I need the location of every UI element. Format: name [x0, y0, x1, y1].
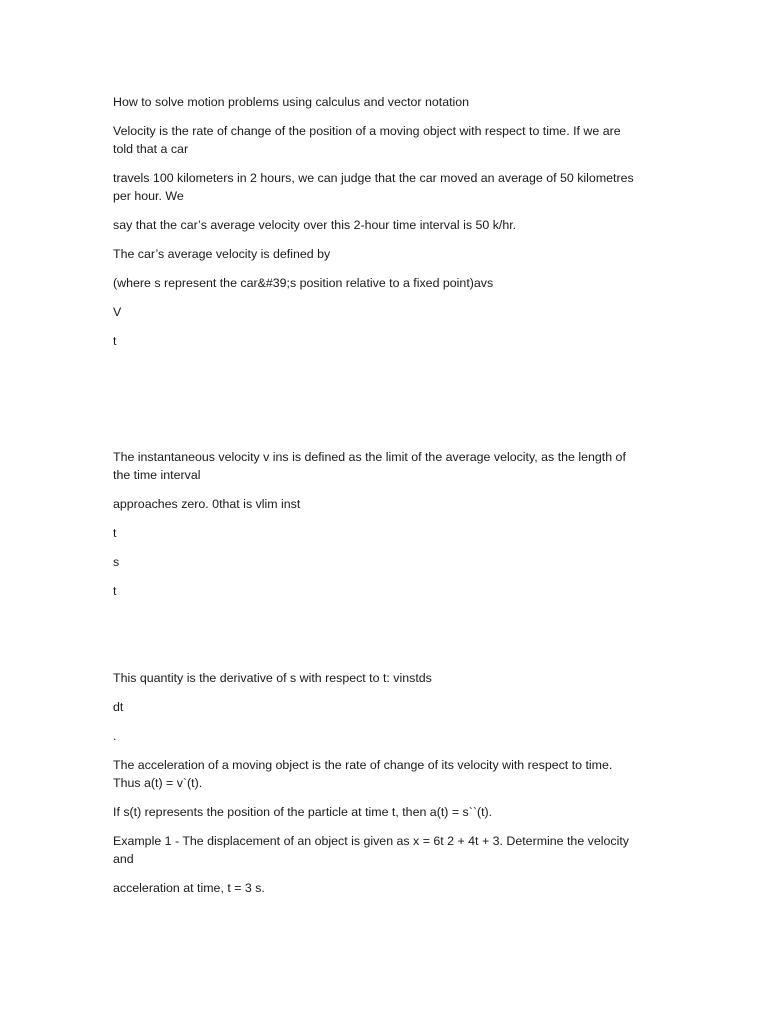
formula-fragment [113, 611, 643, 629]
formula-fragment [113, 361, 643, 379]
formula-fragment [113, 419, 643, 437]
document-title: How to solve motion problems using calculus and vector notation [113, 95, 470, 109]
formula-fragment: dt [113, 700, 124, 714]
formula-fragment [113, 640, 643, 658]
paragraph: The car’s average velocity is defined by [113, 247, 331, 261]
paragraph: If s(t) represents the position of the particle at time t, then a(t) = s``(t). [113, 805, 493, 819]
formula-fragment: V [113, 305, 122, 319]
paragraph: say that the car’s average velocity over this 2-hour time interval is 50 k/hr. [113, 218, 517, 232]
formula-fragment: . [113, 729, 117, 743]
formula-fragment: s [113, 555, 120, 569]
formula-fragment: t [113, 584, 117, 598]
paragraph: Velocity is the rate of change of the position of a moving object with respect to time. If we are told that a car [113, 124, 621, 156]
paragraph: approaches zero. 0that is vlim inst [113, 497, 301, 511]
paragraph: travels 100 kilometers in 2 hours, we can judge that the car moved an average of 50 kilometres per hour. We [113, 171, 634, 203]
formula-fragment: t [113, 526, 117, 540]
paragraph: (where s represent the car&#39;s position relative to a fixed point)avs [113, 276, 494, 290]
paragraph: The acceleration of a moving object is the rate of change of its velocity with respect to time. Thus a(t) = v`(t). [113, 758, 613, 790]
document-body [113, 93, 643, 908]
formula-fragment: t [113, 334, 117, 348]
paragraph: The instantaneous velocity v ins is defined as the limit of the average velocity, as the length of the time interval [113, 450, 626, 482]
paragraph: Example 1 - The displacement of an object is given as x = 6t 2 + 4t + 3. Determine the velocity and [113, 834, 629, 866]
paragraph: acceleration at time, t = 3 s. [113, 881, 265, 895]
paragraph: This quantity is the derivative of s with respect to t: vinstds [113, 671, 432, 685]
formula-fragment [113, 390, 643, 408]
